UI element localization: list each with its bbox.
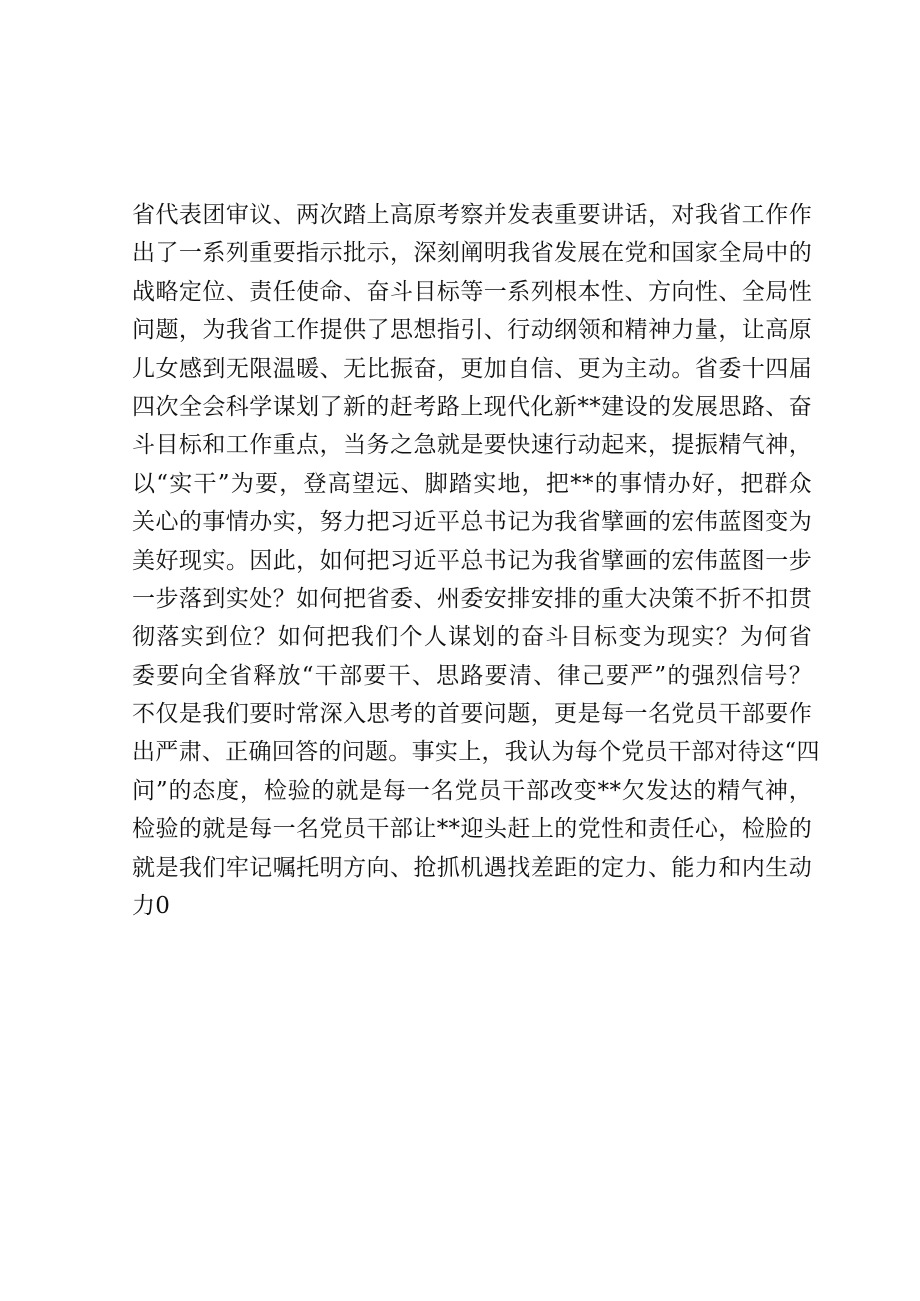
text-line: 力0 <box>132 893 171 920</box>
text-line: 出严肃、正确回答的问题。事实上，我认为每个党员干部对待这“四 <box>132 739 820 766</box>
text-line: 问题，为我省工作提供了思想指引、行动纲领和精神力量，让高原 <box>132 317 812 344</box>
text-line: 委要向全省释放“干部要干、思路要清、律己要严”的强烈信号？ <box>132 662 812 689</box>
text-line: 战略定位、责任使命、奋斗目标等一系列根本性、方向性、全局性 <box>132 278 812 305</box>
text-line: 斗目标和工作重点，当务之急就是要快速行动起来，提振精气神， <box>132 432 812 459</box>
text-line: 以“实干”为要，登高望远、脚踏实地，把**的事情办好，把群众 <box>132 470 812 497</box>
text-line: 儿女感到无限温暖、无比振奋，更加自信、更为主动。省委十四届 <box>132 355 812 382</box>
text-line: 彻落实到位？如何把我们个人谋划的奋斗目标变为现实？为何省 <box>132 624 812 651</box>
text-line: 检验的就是每一名党员干部让**迎头赶上的党性和责任心，检脸的 <box>132 816 812 843</box>
text-line: 省代表团审议、两次踏上高原考察并发表重要讲话，对我省工作作 <box>132 202 812 228</box>
text-line: 四次全会科学谋划了新的赶考路上现代化新**建设的发展思路、奋 <box>132 393 812 420</box>
body-paragraph <box>132 196 820 925</box>
text-line: 一步落到实处？如何把省委、州委安排安排的重大决策不折不扣贯 <box>132 585 812 612</box>
text-line: 就是我们牢记嘱托明方向、抢抓机遇找差距的定力、能力和内生动 <box>132 854 812 881</box>
text-line: 关心的事情办实，努力把习近平总书记为我省擘画的宏伟蓝图变为 <box>132 509 812 536</box>
text-line: 美好现实。因此，如何把习近平总书记为我省擘画的宏伟蓝图一步 <box>132 547 812 574</box>
text-line: 问”的态度，检验的就是每一名党员干部改变**欠发达的精气神， <box>132 777 812 804</box>
text-line: 不仅是我们要时常深入思考的首要问题，更是每一名党员干部要作 <box>132 701 812 728</box>
text-line: 出了一系列重要指示批示，深刻阐明我省发展在党和国家全局中的 <box>132 240 812 267</box>
